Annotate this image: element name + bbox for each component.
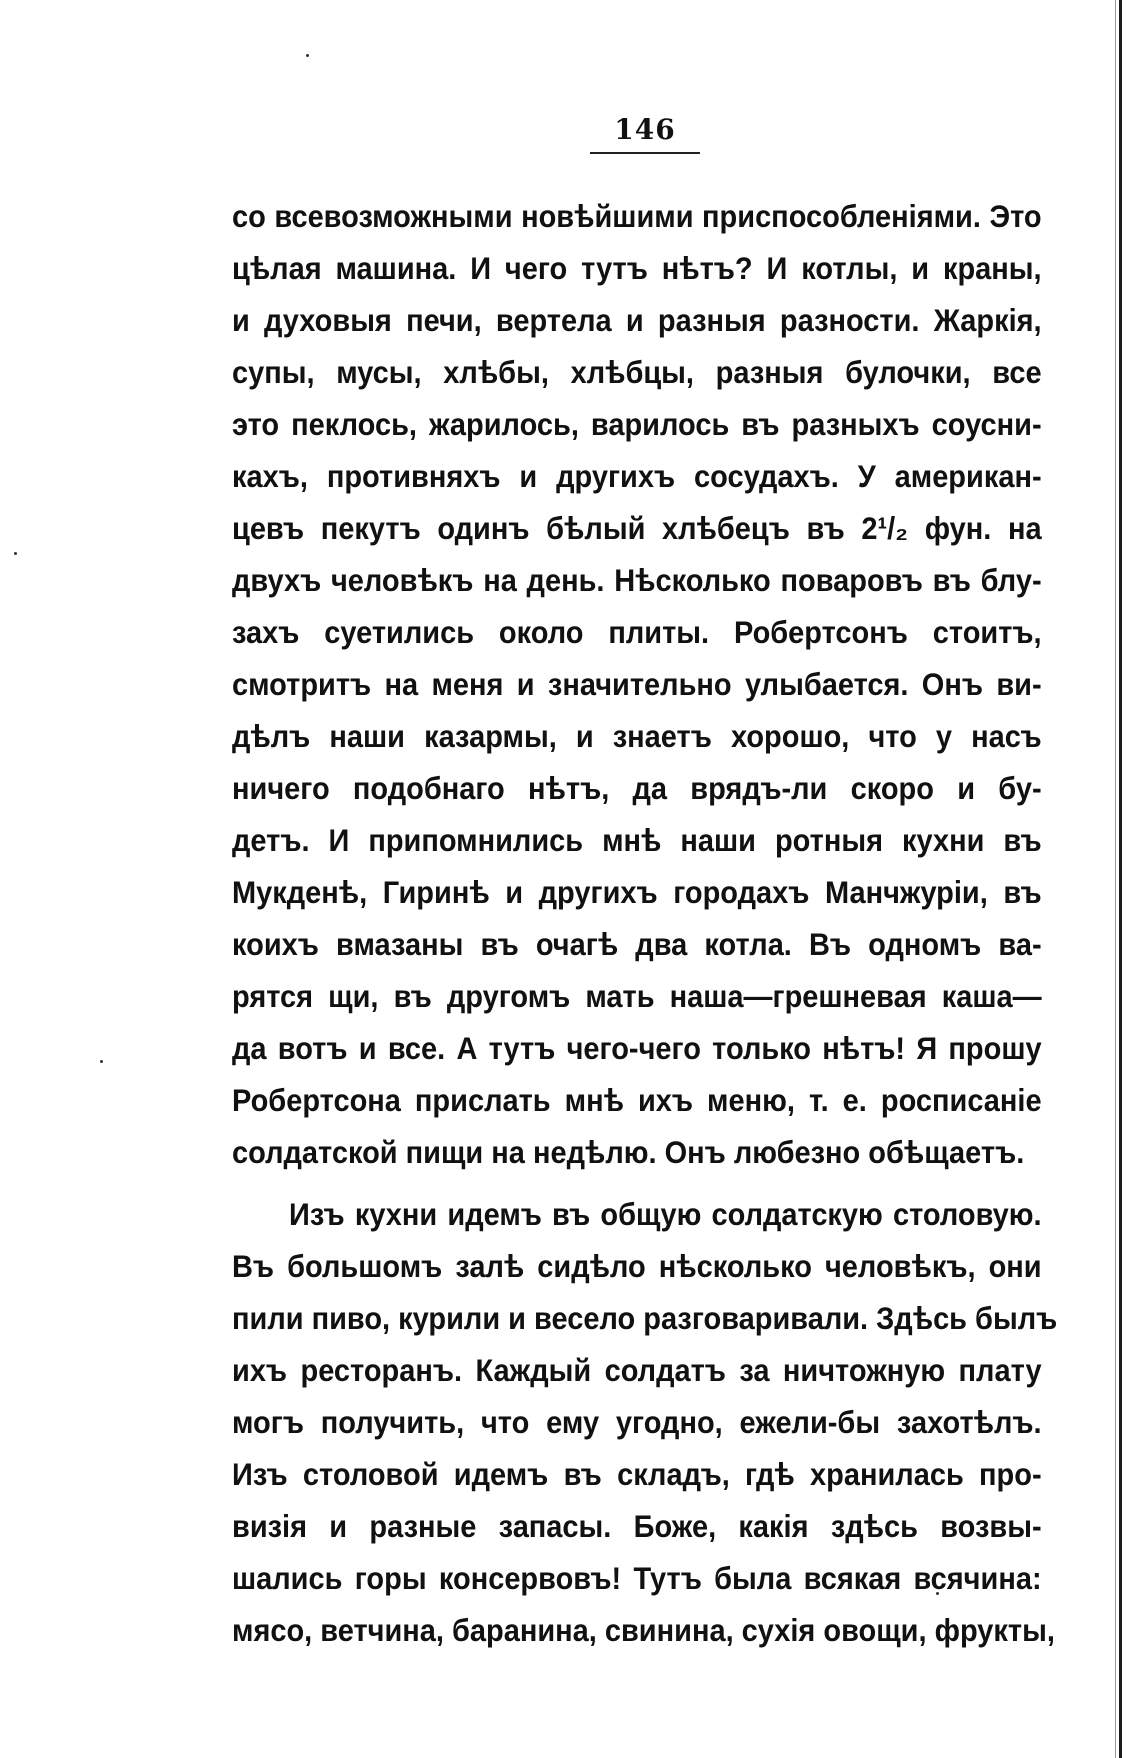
paragraph-2 <box>232 1188 1058 1656</box>
text-line: мясо, ветчина, баранина, свинина, сухія овощи, фрукты, <box>232 1612 1055 1648</box>
header-rule <box>590 152 700 154</box>
text-line: могъ получить, что ему угодно, ежели-бы захотѣлъ. <box>232 1404 1042 1440</box>
page-number: 146 <box>614 113 676 146</box>
text-line: да вотъ и все. А тутъ чего-чего только нѣтъ! Я прошу <box>232 1030 1042 1066</box>
text-line: Въ большомъ залѣ сидѣло нѣсколько человѣкъ, они <box>232 1248 1042 1284</box>
text-line: Робертсона прислать мнѣ ихъ меню, т. е. росписаніе <box>232 1082 1042 1118</box>
page-edge-shadow <box>1115 0 1116 1758</box>
text-line: шались горы консервовъ! Тутъ была всякая всячина: <box>232 1560 1042 1596</box>
text-line: цѣлая машина. И чего тутъ нѣтъ? И котлы, и краны, <box>232 250 1042 286</box>
paragraph-1 <box>232 190 1042 1178</box>
text-line: ничего подобнаго нѣтъ, да врядъ-ли скоро и бу- <box>232 770 1042 806</box>
text-line: смотритъ на меня и значительно улыбается. Онъ ви- <box>232 666 1042 702</box>
text-line: Изъ кухни идемъ въ общую солдатскую столовую. <box>289 1196 1042 1232</box>
text-line: цевъ пекутъ одинъ бѣлый хлѣбецъ въ 2¹/₂ фун. на <box>232 510 1042 546</box>
ink-speck <box>14 552 17 555</box>
text-line: Изъ столовой идемъ въ складъ, гдѣ хранилась про- <box>232 1456 1042 1492</box>
text-line: пили пиво, курили и весело разговаривали. Здѣсь былъ <box>232 1300 1058 1336</box>
text-line: кахъ, противняхъ и другихъ сосудахъ. У американ- <box>232 458 1042 494</box>
body-text <box>232 190 1058 1656</box>
text-line: Мукденѣ, Гиринѣ и другихъ городахъ Манчжуріи, въ <box>232 874 1042 910</box>
text-line: рятся щи, въ другомъ мать наша—грешневая каша— <box>232 978 1042 1014</box>
ink-speck <box>100 1060 103 1063</box>
text-line: со всевозможными новѣйшими приспособленіями. Это <box>232 198 1042 234</box>
ink-speck <box>306 54 309 57</box>
text-line: визія и разные запасы. Боже, какія здѣсь возвы- <box>232 1508 1042 1544</box>
text-line: захъ суетились около плиты. Робертсонъ стоитъ, <box>232 614 1042 650</box>
page-edge <box>1119 0 1122 1758</box>
paragraph-gap <box>232 1178 977 1188</box>
page-header <box>590 112 700 154</box>
text-line: супы, мусы, хлѣбы, хлѣбцы, разныя булочки, все <box>232 354 1042 390</box>
text-line: дѣлъ наши казармы, и знаетъ хорошо, что у насъ <box>232 718 1042 754</box>
text-line: ихъ ресторанъ. Каждый солдатъ за ничтожную плату <box>232 1352 1042 1388</box>
text-line: это пеклось, жарилось, варилось въ разныхъ соусни- <box>232 406 1042 442</box>
text-line: коихъ вмазаны въ очагѣ два котла. Въ одномъ ва- <box>232 926 1042 962</box>
text-line: двухъ человѣкъ на день. Нѣсколько поваровъ въ блу- <box>232 562 1042 598</box>
text-line: и духовыя печи, вертела и разныя разности. Жаркія, <box>232 302 1042 338</box>
text-line: солдатской пищи на недѣлю. Онъ любезно обѣщаетъ. <box>232 1134 1025 1170</box>
text-line: детъ. И припомнились мнѣ наши ротныя кухни въ <box>232 822 1042 858</box>
